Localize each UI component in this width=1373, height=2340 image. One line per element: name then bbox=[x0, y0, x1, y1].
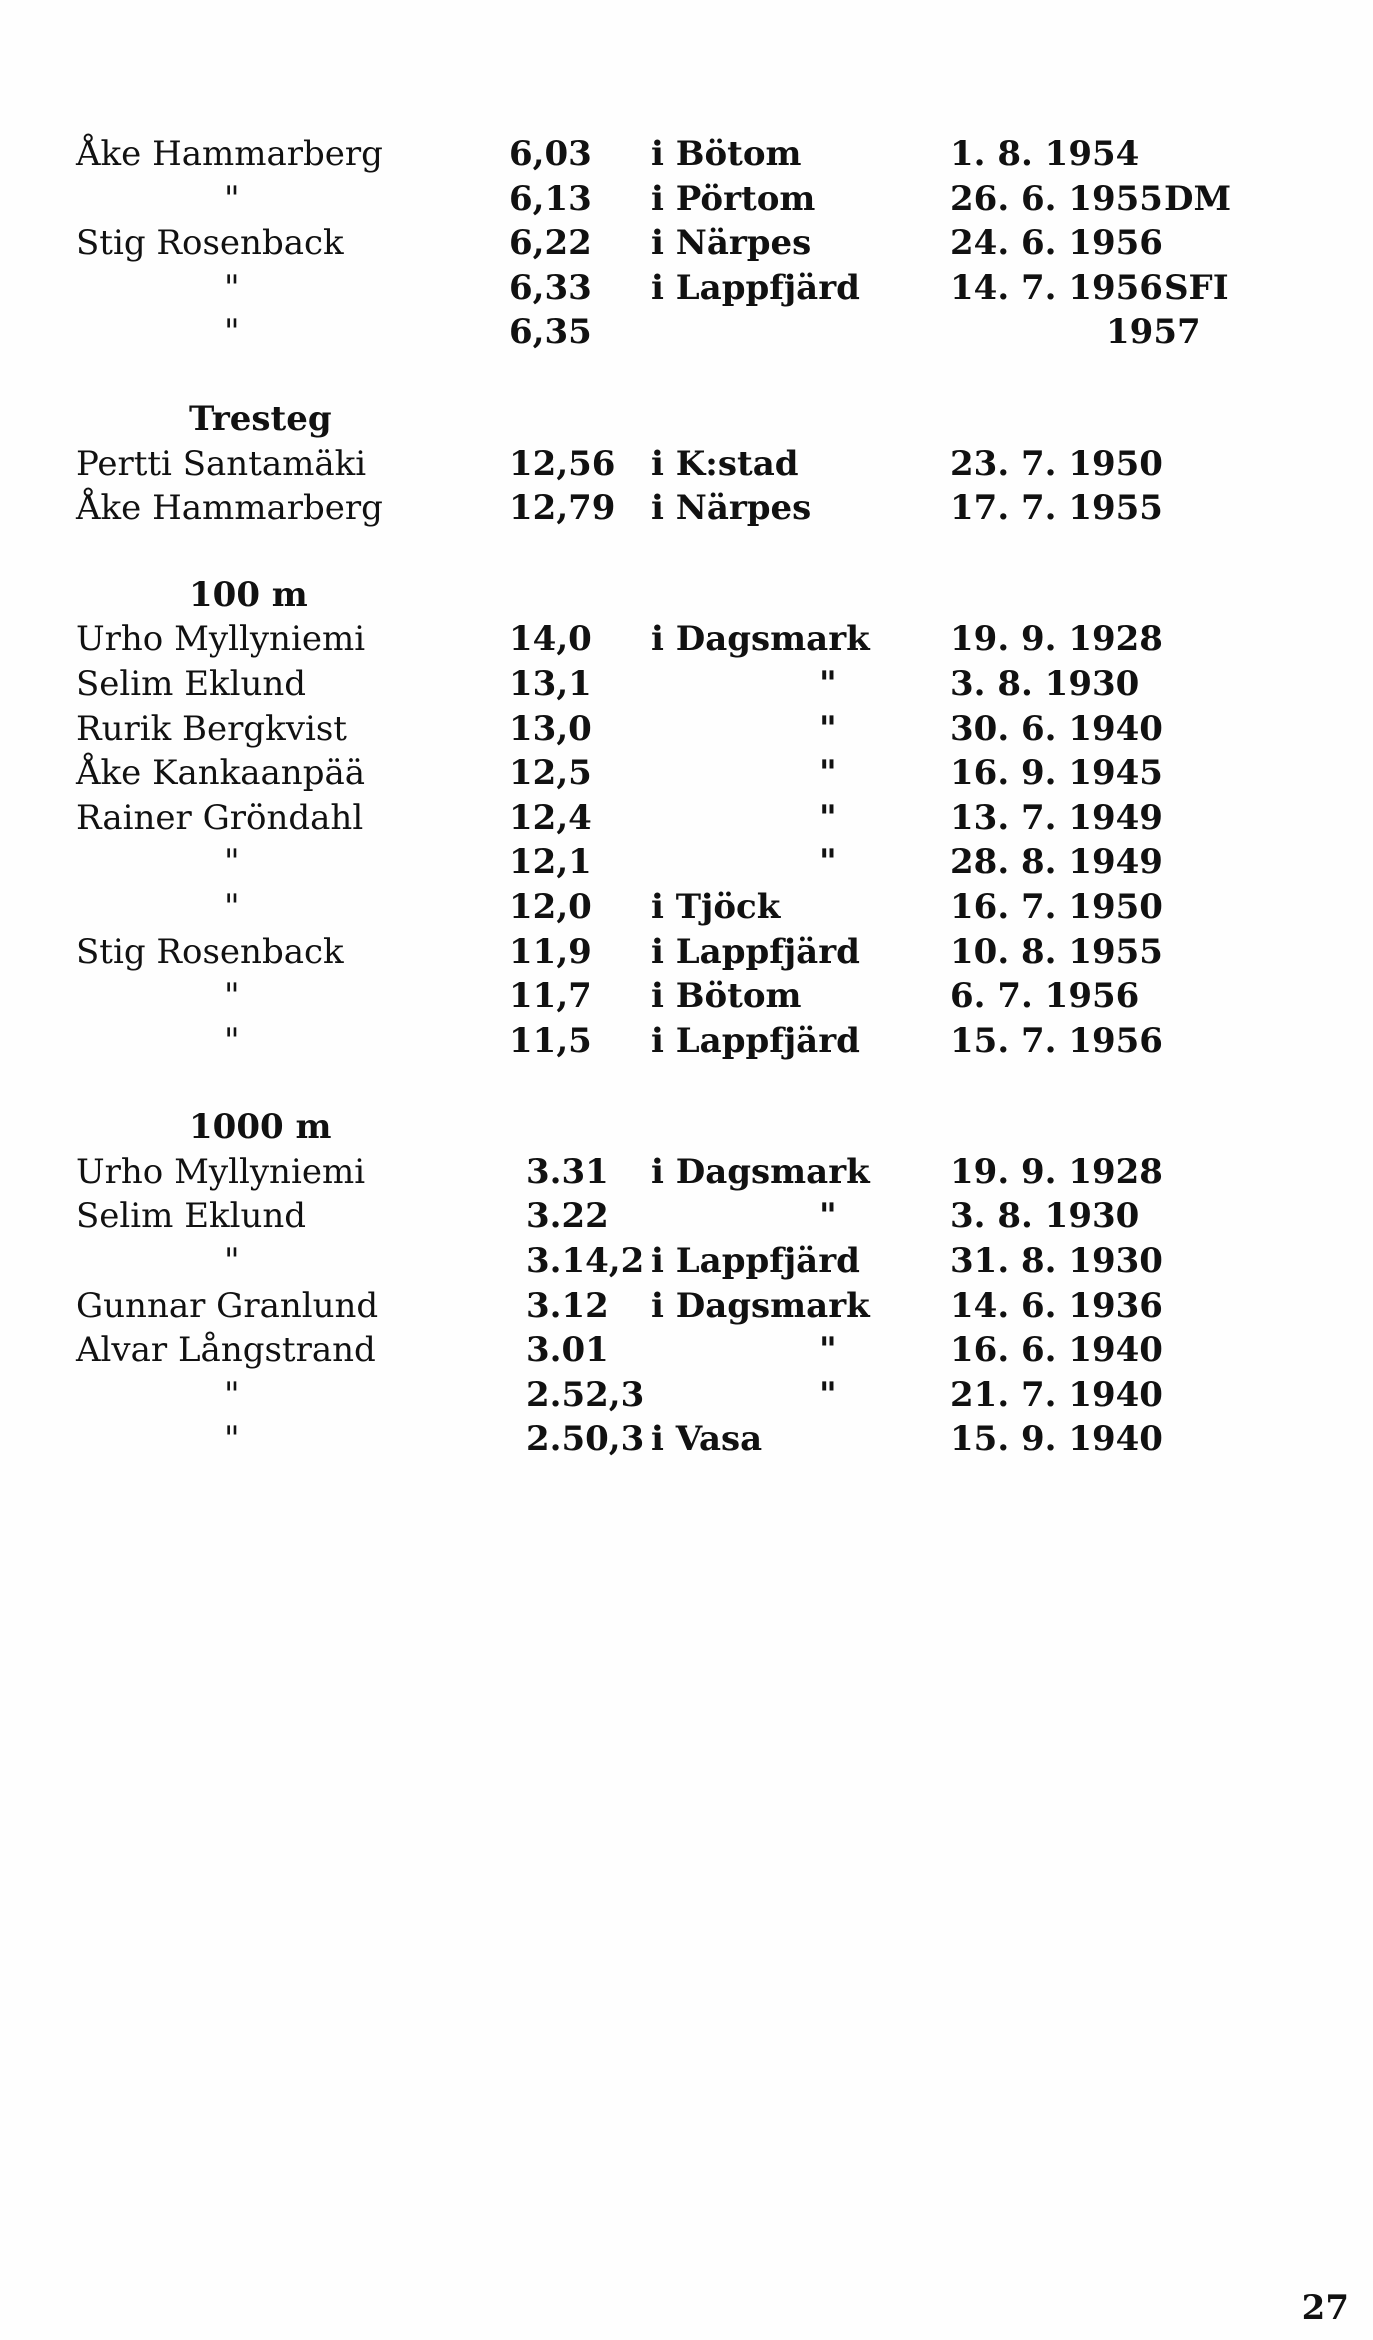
athlete-name: Rainer Gröndahl bbox=[76, 797, 364, 838]
venue: i Lappfjärd bbox=[651, 267, 860, 308]
record-note: SFI bbox=[1164, 267, 1229, 308]
table-row bbox=[76, 1019, 1256, 1064]
table-row bbox=[76, 132, 1256, 177]
table-row bbox=[76, 751, 1256, 796]
result-value: 6,13 bbox=[509, 178, 592, 219]
section-heading bbox=[76, 1105, 1256, 1150]
result-value: 12,79 bbox=[509, 488, 616, 529]
spacer bbox=[76, 531, 1256, 573]
result-value: 12,56 bbox=[509, 443, 616, 484]
athlete-name: Gunnar Granlund bbox=[76, 1285, 379, 1326]
table-row bbox=[76, 707, 1256, 752]
table-row bbox=[76, 662, 1256, 707]
athlete-name-ditto: " bbox=[224, 1374, 240, 1415]
table-row bbox=[76, 1417, 1256, 1462]
venue: i Bötom bbox=[651, 134, 802, 174]
date: 14. 6. 1936 bbox=[950, 1285, 1163, 1326]
table-row bbox=[76, 177, 1256, 222]
athlete-name: Rurik Bergkvist bbox=[76, 708, 347, 749]
table-row bbox=[76, 1150, 1256, 1195]
venue: i Lappfjärd bbox=[651, 1241, 860, 1282]
section-title-1000m: 1000 m bbox=[189, 1107, 332, 1148]
result-value: 3.31 bbox=[526, 1151, 609, 1192]
athlete-name: Alvar Långstrand bbox=[76, 1330, 376, 1371]
date: 1957 bbox=[1106, 312, 1201, 353]
table-row bbox=[76, 442, 1256, 487]
venue: i Närpes bbox=[651, 223, 812, 264]
section-heading bbox=[76, 397, 1256, 442]
table-row bbox=[76, 974, 1256, 1019]
athlete-name-ditto: " bbox=[224, 1020, 240, 1061]
record-note: DM bbox=[1164, 178, 1232, 219]
venue: i Tjöck bbox=[651, 886, 781, 927]
athlete-name-ditto: " bbox=[224, 976, 240, 1017]
result-value: 6,33 bbox=[509, 267, 592, 308]
athlete-name-ditto: " bbox=[224, 886, 240, 927]
result-value: 3.01 bbox=[526, 1330, 609, 1371]
result-value: 11,9 bbox=[509, 931, 592, 972]
table-row bbox=[76, 1194, 1256, 1239]
table-row bbox=[76, 486, 1256, 531]
date: 16. 6. 1940 bbox=[950, 1330, 1163, 1371]
date: 26. 6. 1955 bbox=[950, 178, 1163, 219]
venue-ditto: " bbox=[819, 797, 837, 838]
venue-ditto: " bbox=[819, 842, 837, 883]
date: 13. 7. 1949 bbox=[950, 797, 1163, 838]
result-value: 11,7 bbox=[509, 976, 592, 1017]
section-title-100m: 100 m bbox=[189, 574, 308, 615]
date: 15. 7. 1956 bbox=[950, 1020, 1163, 1061]
venue-ditto: " bbox=[819, 1330, 837, 1371]
result-value: 11,5 bbox=[509, 1020, 592, 1061]
result-value: 12,5 bbox=[509, 753, 592, 794]
spacer bbox=[76, 1063, 1256, 1105]
table-row bbox=[76, 840, 1256, 885]
date: 19. 9. 1928 bbox=[950, 1151, 1163, 1192]
result-value: 2.52,3 bbox=[526, 1374, 645, 1415]
table-row bbox=[76, 796, 1256, 841]
result-value: 6,35 bbox=[509, 312, 592, 353]
result-value: 13,1 bbox=[509, 663, 592, 704]
section-title-tresteg: Tresteg bbox=[189, 398, 332, 439]
result-value: 3.12 bbox=[526, 1285, 609, 1326]
athlete-name-ditto: " bbox=[224, 312, 240, 353]
result-value: 6,22 bbox=[509, 223, 592, 264]
date: 28. 8. 1949 bbox=[950, 842, 1163, 883]
athlete-name: Åke Hammarberg bbox=[76, 488, 383, 529]
date: 1. 8. 1954 bbox=[950, 134, 1140, 174]
athlete-name: Åke Kankaanpää bbox=[76, 753, 365, 794]
result-value: 3.14,2 bbox=[526, 1241, 645, 1282]
venue: i Lappfjärd bbox=[651, 931, 860, 972]
date: 23. 7. 1950 bbox=[950, 443, 1163, 484]
venue: i Vasa bbox=[651, 1419, 763, 1460]
athlete-name: Urho Myllyniemi bbox=[76, 1151, 366, 1192]
table-row bbox=[76, 930, 1256, 975]
table-row bbox=[76, 266, 1256, 311]
athlete-name-ditto: " bbox=[224, 1419, 240, 1460]
athlete-name-ditto: " bbox=[224, 842, 240, 883]
date: 3. 8. 1930 bbox=[950, 663, 1140, 704]
result-value: 3.22 bbox=[526, 1196, 609, 1237]
date: 16. 7. 1950 bbox=[950, 886, 1163, 927]
result-value: 12,4 bbox=[509, 797, 592, 838]
date: 19. 9. 1928 bbox=[950, 619, 1163, 660]
result-value: 13,0 bbox=[509, 708, 592, 749]
result-value: 14,0 bbox=[509, 619, 592, 660]
date: 17. 7. 1955 bbox=[950, 488, 1163, 529]
table-row bbox=[76, 310, 1256, 355]
result-value: 6,03 bbox=[509, 134, 592, 174]
table-row bbox=[76, 221, 1256, 266]
athlete-name: Stig Rosenback bbox=[76, 223, 344, 264]
date: 21. 7. 1940 bbox=[950, 1374, 1163, 1415]
results-list bbox=[76, 132, 1256, 1462]
table-row bbox=[76, 1373, 1256, 1418]
athlete-name-ditto: " bbox=[224, 178, 240, 219]
date: 30. 6. 1940 bbox=[950, 708, 1163, 749]
venue-ditto: " bbox=[819, 663, 837, 704]
date: 3. 8. 1930 bbox=[950, 1196, 1140, 1237]
date: 16. 9. 1945 bbox=[950, 753, 1163, 794]
result-value: 12,1 bbox=[509, 842, 592, 883]
date: 14. 7. 1956 bbox=[950, 267, 1163, 308]
date: 6. 7. 1956 bbox=[950, 976, 1140, 1017]
venue-ditto: " bbox=[819, 753, 837, 794]
venue: i Dagsmark bbox=[651, 1151, 870, 1192]
venue: i K:stad bbox=[651, 443, 799, 484]
table-row bbox=[76, 1284, 1256, 1329]
date: 31. 8. 1930 bbox=[950, 1241, 1163, 1282]
athlete-name-ditto: " bbox=[224, 267, 240, 308]
athlete-name: Selim Eklund bbox=[76, 663, 307, 704]
table-row bbox=[76, 1239, 1256, 1284]
venue: i Dagsmark bbox=[651, 1285, 870, 1326]
spacer bbox=[76, 355, 1256, 397]
date: 24. 6. 1956 bbox=[950, 223, 1163, 264]
venue-ditto: " bbox=[819, 1374, 837, 1415]
athlete-name: Urho Myllyniemi bbox=[76, 619, 366, 660]
table-row bbox=[76, 617, 1256, 662]
athlete-name: Selim Eklund bbox=[76, 1196, 307, 1237]
result-value: 12,0 bbox=[509, 886, 592, 927]
section-heading bbox=[76, 573, 1256, 618]
venue: i Bötom bbox=[651, 976, 802, 1017]
athlete-name: Pertti Santamäki bbox=[76, 443, 367, 484]
venue-ditto: " bbox=[819, 1196, 837, 1237]
result-value: 2.50,3 bbox=[526, 1419, 645, 1460]
venue: i Dagsmark bbox=[651, 619, 870, 660]
venue-ditto: " bbox=[819, 708, 837, 749]
venue: i Pörtom bbox=[651, 178, 816, 219]
page-number: 27 bbox=[1301, 2288, 1349, 2328]
athlete-name: Åke Hammarberg bbox=[76, 134, 383, 174]
date: 15. 9. 1940 bbox=[950, 1419, 1163, 1460]
athlete-name: Stig Rosenback bbox=[76, 931, 344, 972]
athlete-name-ditto: " bbox=[224, 1241, 240, 1282]
date: 10. 8. 1955 bbox=[950, 931, 1163, 972]
table-row bbox=[76, 885, 1256, 930]
venue: i Närpes bbox=[651, 488, 812, 529]
table-row bbox=[76, 1328, 1256, 1373]
venue: i Lappfjärd bbox=[651, 1020, 860, 1061]
